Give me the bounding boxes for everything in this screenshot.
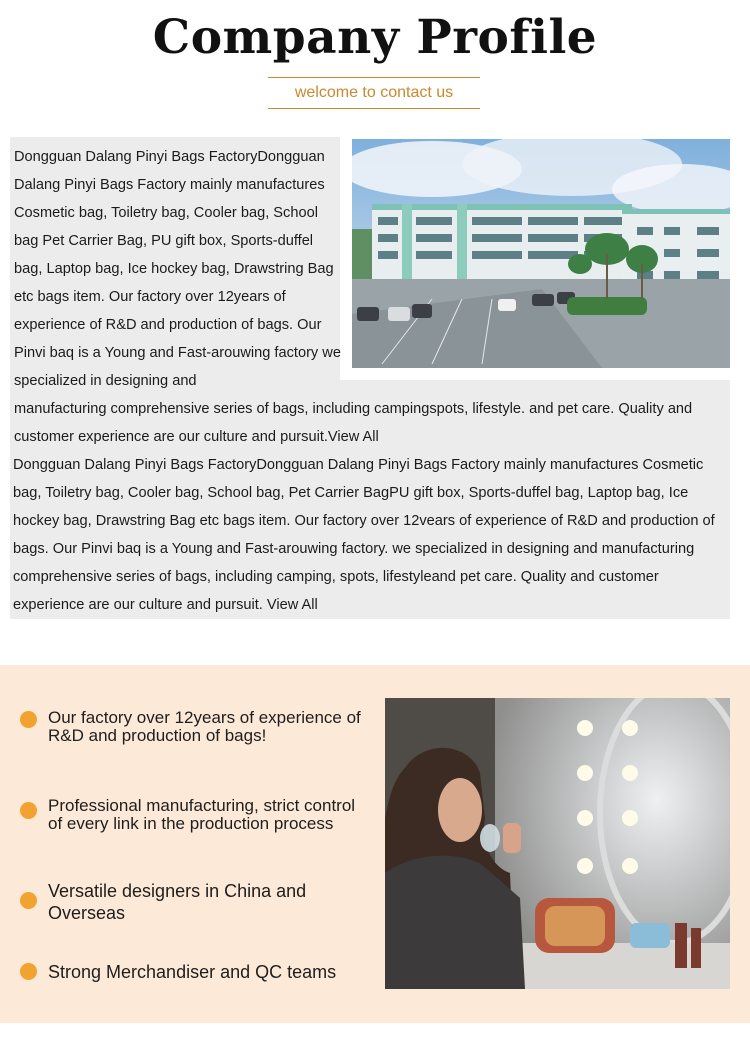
feature-text: Professional manufacturing, strict control of every link in the production process <box>48 796 356 833</box>
bullet-dot-icon <box>20 802 37 819</box>
feature-item <box>20 797 370 833</box>
feature-item <box>20 880 350 924</box>
feature-item <box>20 961 365 983</box>
profile-paragraph-top: Dongguan Dalang Pinyi Bags FactoryDongguan Dalang Pinyi Bags Factory mainly manufactures Cosmetic bag, Toiletry bag, Cooler bag, School bag Pet Carrier Bag, PU gift box, Sports-duffel bag, Laptop bag, Ice hockey bag, Drawstring Bag etc bags item. Our factory over 12years of experience of R&D and production of bags. Our Pinvi baq is a Young and Fast-arouwing factory we specialized in designing and <box>14 149 341 389</box>
factory-photo <box>352 139 730 368</box>
subtitle-frame <box>268 77 480 109</box>
bullet-dot-icon <box>20 711 37 728</box>
bullet-dot-icon <box>20 963 37 980</box>
feature-text: Strong Merchandiser and QC teams <box>48 962 337 982</box>
page-title: Company Profile <box>152 10 598 65</box>
feature-text: Versatile designers in China and Overseas <box>48 881 307 923</box>
profile-paragraph-continued: manufacturing comprehensive series of bags, including campingspots, lifestyle. and pet care. Quality and customer experience are our culture and pursuit.View All <box>14 401 693 445</box>
profile-paragraph-second: Dongguan Dalang Pinyi Bags FactoryDongguan Dalang Pinyi Bags Factory mainly manufactures Cosmetic bag, Toiletry bag, Cooler bag, School bag, Pet Carrier BagPU gift box, Sports-duffel bag, Laptop bag, Ice hockey bag, Drawstring Bag etc bags item. Our factory over 12vears of experience of R&D and production of bags. Our Pinvi baq is a Young and Fast-arouwing factory. we specialized in designing and manufacturing comprehensive series of bags, including camping, spots, lifestyleand pet care. Quality and customer experience are our culture and pursuit. View All <box>13 457 715 613</box>
bullet-dot-icon <box>20 892 37 909</box>
woman-mirror-photo <box>385 698 730 989</box>
feature-text: Our factory over 12years of experience of R&D and production of bags! <box>48 708 361 745</box>
subtitle: welcome to contact us <box>294 84 454 101</box>
feature-item <box>20 709 365 745</box>
